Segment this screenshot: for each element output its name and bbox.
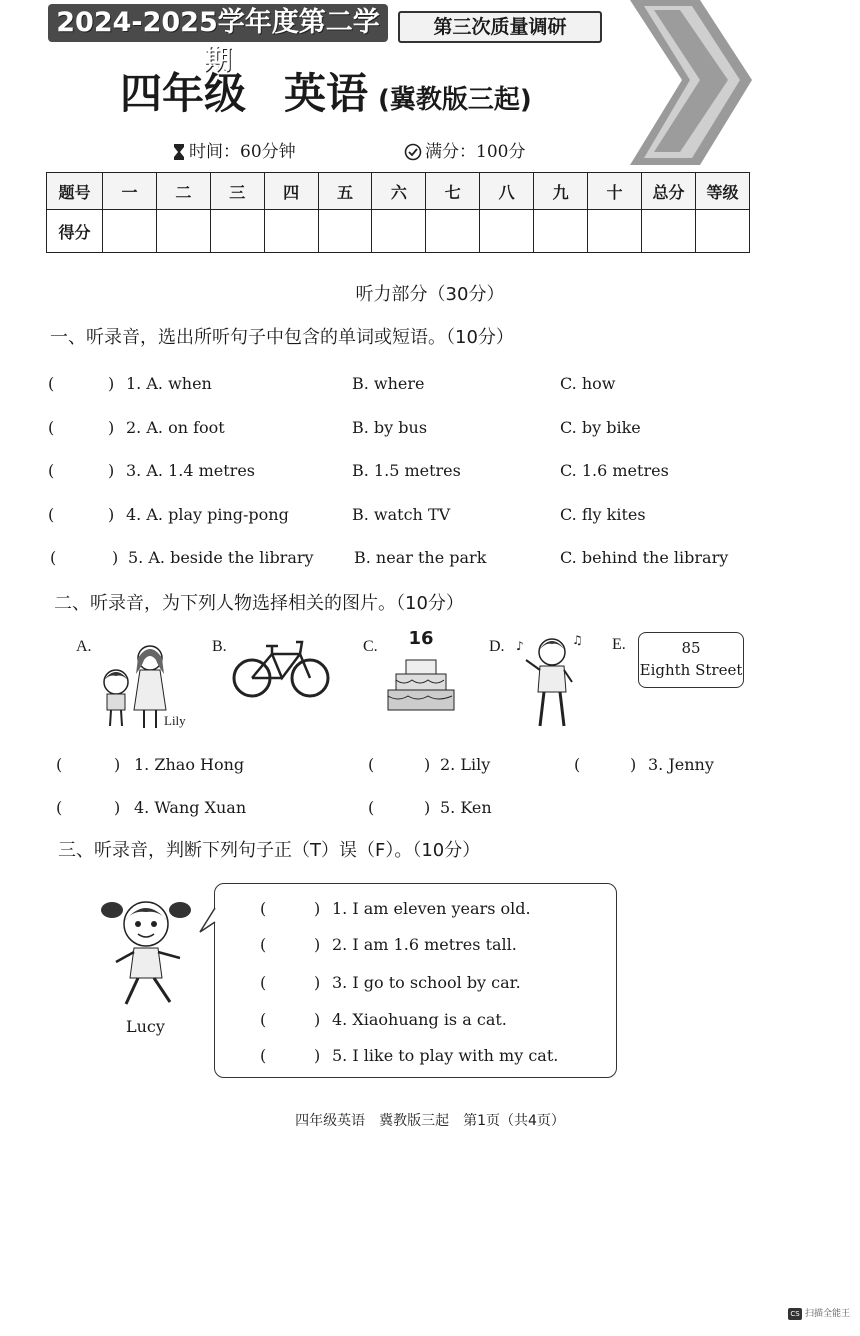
term-banner: 2024-2025学年度第二学期 <box>48 4 388 42</box>
corner-chevron-decoration <box>630 0 752 165</box>
scanner-watermark <box>788 1306 850 1320</box>
answer-blank-open[interactable]: ( <box>368 755 375 774</box>
true-false-row <box>258 970 618 996</box>
speaker-name: Lucy <box>126 1017 165 1036</box>
answer-blank-open[interactable]: ( <box>48 461 55 480</box>
table-cell: 等级 <box>696 173 750 210</box>
option-b: B. near the park <box>354 548 487 567</box>
option-b: B. 1.5 metres <box>352 461 461 480</box>
answer-blank-close: ) <box>314 899 321 918</box>
option-a: 4. A. play ping-pong <box>126 505 289 524</box>
score-table-header-row <box>47 173 750 210</box>
option-b: B. watch TV <box>352 505 451 524</box>
table-cell: 三 <box>210 173 264 210</box>
picture-label-d: D. <box>489 638 505 655</box>
picture-label-b: B. <box>212 638 227 655</box>
table-cell: 十 <box>588 173 642 210</box>
page-title <box>120 66 580 122</box>
answer-blank-open[interactable]: ( <box>574 755 581 774</box>
option-a: 3. A. 1.4 metres <box>126 461 256 480</box>
check-circle-icon <box>404 143 422 161</box>
answer-blank-close: ) <box>424 755 431 774</box>
person-name: 5. Ken <box>440 798 492 817</box>
score-input-cell[interactable] <box>426 210 480 253</box>
table-cell: 七 <box>426 173 480 210</box>
address-number: 85 <box>681 639 701 657</box>
person-name: 2. Lily <box>440 755 491 774</box>
score-input-cell[interactable] <box>480 210 534 253</box>
answer-blank-open[interactable]: ( <box>260 935 267 954</box>
matching-row <box>56 795 776 821</box>
answer-blank-close: ) <box>630 755 637 774</box>
score-input-cell[interactable] <box>264 210 318 253</box>
bicycle-picture <box>230 634 332 700</box>
hourglass-icon <box>172 143 186 161</box>
section3-title: 三、听录音，判断下列句子正（T）误（F）。（10分） <box>58 840 481 861</box>
question-row <box>46 371 766 397</box>
table-cell: 八 <box>480 173 534 210</box>
answer-blank-close: ) <box>314 1046 321 1065</box>
subject-title: 英语 <box>284 69 369 118</box>
person-name: 3. Jenny <box>648 755 714 774</box>
true-false-row <box>258 896 618 922</box>
exam-time-text: 时间：60分钟 <box>189 142 296 162</box>
answer-blank-close: ) <box>108 418 115 437</box>
svg-text:♪: ♪ <box>516 639 524 653</box>
table-cell: 总分 <box>642 173 696 210</box>
answer-blank-open[interactable]: ( <box>260 973 267 992</box>
answer-blank-close: ) <box>114 798 121 817</box>
page-footer: 四年级英语 冀教版三起 第1页（共4页） <box>295 1113 565 1129</box>
score-input-cell[interactable] <box>103 210 157 253</box>
section2-title: 二、听录音，为下列人物选择相关的图片。（10分） <box>54 593 464 614</box>
answer-blank-open[interactable]: ( <box>368 798 375 817</box>
question-row <box>46 545 766 571</box>
full-score-text: 满分：100分 <box>425 142 526 162</box>
score-input-cell[interactable] <box>210 210 264 253</box>
edition-label: (冀教版三起) <box>378 85 532 115</box>
listening-part-title: 听力部分（30分） <box>355 284 505 305</box>
statement: 4. Xiaohuang is a cat. <box>332 1010 507 1029</box>
survey-badge: 第三次质量调研 <box>398 11 602 43</box>
speech-bubble-tail <box>198 908 218 936</box>
picture-label-c: C. <box>363 638 378 655</box>
score-table-score-row <box>47 210 750 253</box>
score-input-cell[interactable] <box>642 210 696 253</box>
answer-blank-open[interactable]: ( <box>260 899 267 918</box>
table-cell: 题号 <box>47 173 103 210</box>
cake-candle-number: 16 <box>408 628 434 649</box>
section1-title: 一、听录音，选出所听句子中包含的单词或短语。（10分） <box>50 327 514 348</box>
person-name: 4. Wang Xuan <box>134 798 247 817</box>
true-false-row <box>258 932 618 958</box>
matching-row <box>56 752 776 778</box>
table-cell: 得分 <box>47 210 103 253</box>
lily-caption: Lily <box>164 713 186 728</box>
option-c: C. by bike <box>560 418 641 437</box>
option-b: B. by bus <box>352 418 428 437</box>
full-score <box>404 140 525 164</box>
answer-blank-close: ) <box>112 548 119 567</box>
answer-blank-close: ) <box>108 374 115 393</box>
lucy-girl-picture <box>96 892 196 1016</box>
address-street: Eighth Street <box>639 661 743 679</box>
score-input-cell[interactable] <box>696 210 750 253</box>
scanner-logo-icon: CS <box>788 1308 802 1320</box>
score-input-cell[interactable] <box>318 210 372 253</box>
answer-blank-close: ) <box>314 1010 321 1029</box>
question-row <box>46 415 766 441</box>
answer-blank-close: ) <box>424 798 431 817</box>
option-a: 1. A. when <box>126 374 212 393</box>
answer-blank-open[interactable]: ( <box>260 1046 267 1065</box>
answer-blank-close: ) <box>114 755 121 774</box>
question-row <box>46 502 766 528</box>
table-cell: 五 <box>318 173 372 210</box>
person-name: 1. Zhao Hong <box>134 755 245 774</box>
singing-boy-picture <box>512 630 592 730</box>
option-c: C. behind the library <box>560 548 729 567</box>
exam-time <box>172 140 296 164</box>
table-cell: 一 <box>103 173 157 210</box>
answer-blank-open[interactable]: ( <box>48 374 55 393</box>
question-row <box>46 458 766 484</box>
score-input-cell[interactable] <box>534 210 588 253</box>
option-a: 2. A. on foot <box>126 418 225 437</box>
statement: 3. I go to school by car. <box>332 973 521 992</box>
answer-blank-close: ) <box>108 461 115 480</box>
table-cell: 四 <box>264 173 318 210</box>
true-false-row <box>258 1007 618 1033</box>
table-cell: 六 <box>372 173 426 210</box>
answer-blank-open[interactable]: ( <box>260 1010 267 1029</box>
option-c: C. 1.6 metres <box>560 461 669 480</box>
address-sign <box>638 632 744 688</box>
score-input-cell[interactable] <box>156 210 210 253</box>
watermark-text: 扫描全能王 <box>805 1309 851 1319</box>
option-c: C. fly kites <box>560 505 646 524</box>
answer-blank-close: ) <box>314 973 321 992</box>
table-cell: 九 <box>534 173 588 210</box>
answer-blank-open[interactable]: ( <box>56 755 63 774</box>
svg-text:♫: ♫ <box>572 633 583 647</box>
option-c: C. how <box>560 374 616 393</box>
statement: 5. I like to play with my cat. <box>332 1046 559 1065</box>
table-cell: 二 <box>156 173 210 210</box>
statement: 2. I am 1.6 metres tall. <box>332 935 517 954</box>
answer-blank-open[interactable]: ( <box>48 505 55 524</box>
score-input-cell[interactable] <box>588 210 642 253</box>
answer-blank-close: ) <box>108 505 115 524</box>
answer-blank-open[interactable]: ( <box>50 548 57 567</box>
answer-blank-open[interactable]: ( <box>56 798 63 817</box>
answer-blank-close: ) <box>314 935 321 954</box>
picture-label-e: E. <box>612 636 626 653</box>
score-input-cell[interactable] <box>372 210 426 253</box>
grade-title: 四年级 <box>120 69 247 118</box>
picture-label-a: A. <box>76 638 92 655</box>
answer-blank-open[interactable]: ( <box>48 418 55 437</box>
option-b: B. where <box>352 374 425 393</box>
score-table <box>46 172 750 253</box>
option-a: 5. A. beside the library <box>128 548 314 567</box>
statement: 1. I am eleven years old. <box>332 899 531 918</box>
true-false-row <box>258 1043 618 1069</box>
